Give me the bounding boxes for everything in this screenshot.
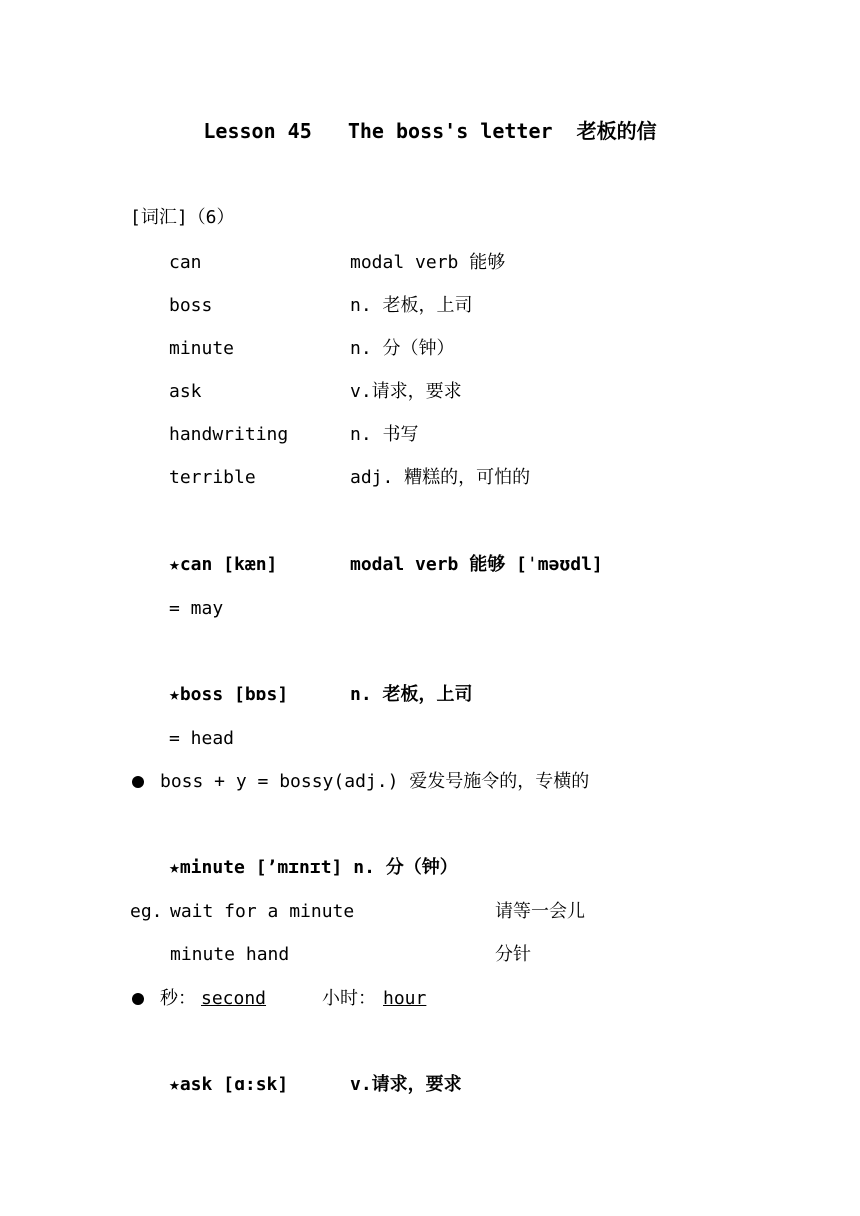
vocab-word: terrible [169, 467, 256, 488]
example-phrase: wait for a minute [170, 901, 355, 922]
entry-can-synonym: = may [169, 598, 224, 619]
entry-ask-head: ★ask [ɑ:sk] [169, 1074, 289, 1095]
vocab-meaning: n. 老板，上司 [350, 295, 473, 316]
vocab-word: handwriting [169, 424, 289, 445]
vocab-meaning: n. 书写 [350, 424, 419, 445]
vocab-word: minute [169, 338, 235, 359]
vocab-meaning: modal verb 能够 [350, 252, 506, 273]
entry-boss-meaning: n. 老板，上司 [350, 684, 473, 705]
entry-ask-meaning: v.请求，要求 [350, 1074, 462, 1095]
vocab-header: [词汇]（6） [130, 207, 235, 228]
vocab-meaning: n. 分（钟） [350, 338, 455, 359]
hour-word: hour [383, 988, 427, 1009]
entry-boss-synonym: = head [169, 728, 235, 749]
example-translation: 分针 [495, 944, 531, 965]
vocab-meaning: v.请求，要求 [350, 381, 462, 402]
example-translation: 请等一会儿 [495, 901, 585, 922]
entry-minute-head: ★minute [’mɪnɪt] n. 分（钟） [169, 857, 458, 878]
vocab-word: can [169, 252, 202, 273]
example-phrase: minute hand [170, 944, 290, 965]
bullet-icon [132, 776, 144, 788]
second-label: 秒： [160, 988, 196, 1009]
bullet-icon [132, 993, 144, 1005]
entry-can-head: ★can [kæn] [169, 554, 278, 575]
hour-label: 小时： [322, 988, 376, 1009]
entry-boss-note: boss + y = bossy(adj.) 爱发号施令的，专横的 [160, 771, 590, 792]
page-title: Lesson 45 The boss's letter 老板的信 [203, 119, 657, 143]
second-word: second [201, 988, 267, 1009]
vocab-word: boss [169, 295, 213, 316]
entry-can-meaning: modal verb 能够 [ˈməʊdl] [350, 554, 603, 575]
vocab-meaning: adj. 糟糕的，可怕的 [350, 467, 531, 488]
entry-boss-head: ★boss [bɒs] [169, 684, 289, 705]
vocab-word: ask [169, 381, 202, 402]
example-label: eg. [130, 901, 163, 922]
